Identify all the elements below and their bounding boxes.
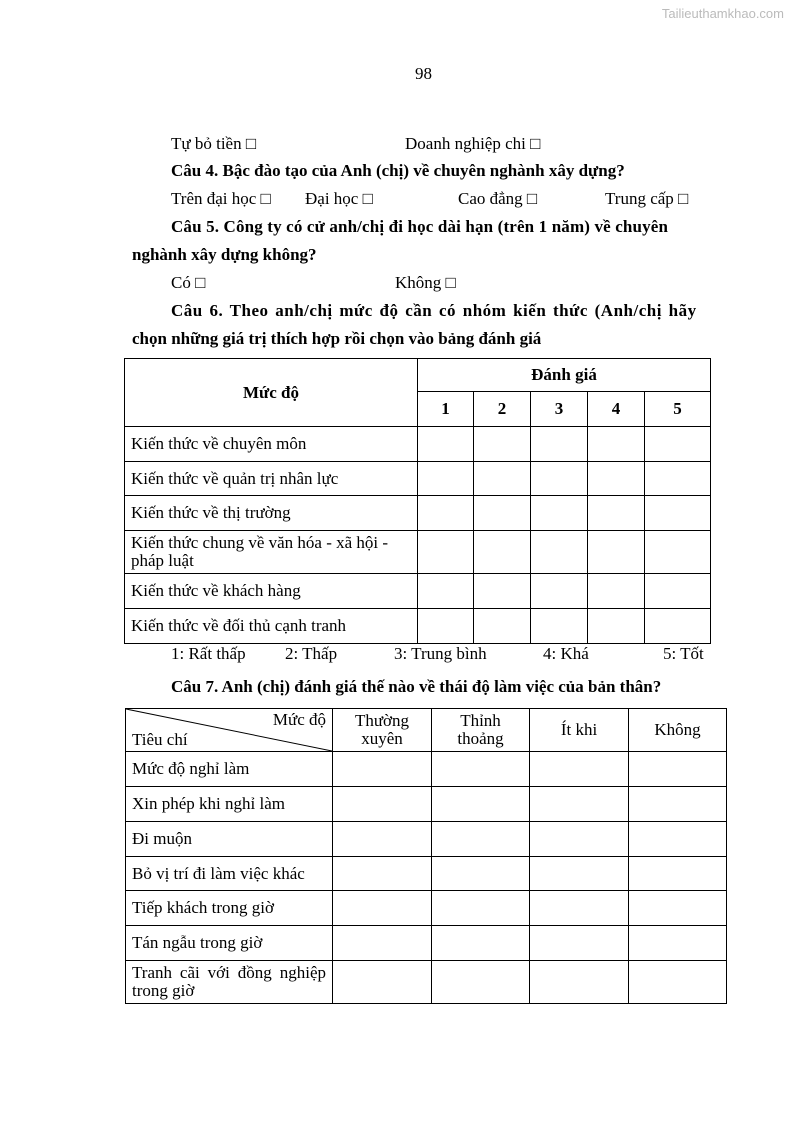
watermark: Tailieuthamkhao.com [661,6,784,21]
col-header: Thỉnh thoảng [432,709,530,752]
table-row [125,496,711,531]
answer-cell[interactable] [432,961,530,1004]
legend-item: 3: Trung bình [394,644,487,663]
answer-cell[interactable] [333,926,432,961]
table-row [126,787,727,822]
q4-option: Cao đẳng □ [458,189,538,208]
q5-title-cont: nghành xây dựng không? [132,245,317,264]
table-row [126,891,727,926]
answer-cell[interactable] [333,822,432,857]
row-label: Bỏ vị trí đi làm việc khác [126,857,333,891]
answer-cell[interactable] [629,822,727,857]
rating-cell[interactable] [531,496,588,531]
table-row [126,857,727,891]
work-attitude-table [125,708,727,1004]
answer-cell[interactable] [629,891,727,926]
q3-option: Tự bỏ tiền □ [171,134,257,153]
answer-cell[interactable] [432,787,530,822]
rating-cell[interactable] [588,609,645,644]
rating-cell[interactable] [474,609,531,644]
rating-cell[interactable] [588,462,645,496]
legend-item: 2: Thấp [285,644,338,663]
scale-header-3: 3 [531,392,588,427]
legend-item: 5: Tốt [663,644,704,663]
answer-cell[interactable] [530,891,629,926]
rating-cell[interactable] [645,462,711,496]
rating-cell[interactable] [588,496,645,531]
table-row [125,427,711,462]
row-label: Mức độ nghỉ làm [126,752,333,787]
row-label: Xin phép khi nghỉ làm [126,787,333,822]
rating-cell[interactable] [645,496,711,531]
answer-cell[interactable] [530,787,629,822]
rating-cell[interactable] [531,531,588,574]
scale-header-2: 2 [474,392,531,427]
table-row [126,822,727,857]
rating-cell[interactable] [588,427,645,462]
answer-cell[interactable] [629,752,727,787]
rating-cell[interactable] [645,531,711,574]
rating-cell[interactable] [645,574,711,609]
scale-header-4: 4 [588,392,645,427]
rating-cell[interactable] [531,427,588,462]
corner-label-level: Mức độ [272,710,326,729]
row-label: Kiến thức về chuyên môn [125,427,418,462]
answer-cell[interactable] [530,822,629,857]
row-label: Kiến thức về quản trị nhân lực [125,462,418,496]
table-row [125,574,711,609]
answer-cell[interactable] [333,752,432,787]
q6-title-cont: chọn những giá trị thích hợp rồi chọn vào bảng đánh giá [132,329,542,348]
col-header: Thường xuyên [333,709,432,752]
scale-header-1: 1 [418,392,474,427]
col-header: Không [629,709,727,752]
rating-cell[interactable] [645,609,711,644]
rating-cell[interactable] [531,609,588,644]
row-label: Kiến thức về đối thủ cạnh tranh [125,609,418,644]
answer-cell[interactable] [629,857,727,891]
rating-cell[interactable] [418,462,474,496]
rating-cell[interactable] [588,574,645,609]
rating-cell[interactable] [588,531,645,574]
row-label: Kiến thức về khách hàng [125,574,418,609]
answer-cell[interactable] [432,926,530,961]
answer-cell[interactable] [432,822,530,857]
answer-cell[interactable] [530,752,629,787]
answer-cell[interactable] [629,961,727,1004]
answer-cell[interactable] [530,857,629,891]
diagonal-corner-cell [126,709,333,752]
legend-item: 1: Rất thấp [171,644,246,663]
rating-cell[interactable] [418,574,474,609]
group-header-rating: Đánh giá [418,359,711,392]
rating-cell[interactable] [474,427,531,462]
answer-cell[interactable] [333,891,432,926]
corner-label-criteria: Tiêu chí [132,730,188,749]
answer-cell[interactable] [629,787,727,822]
q4-option: Trên đại học □ [171,189,271,208]
table-row [125,462,711,496]
q5-option: Không □ [395,273,456,292]
legend-item: 4: Khá [543,644,589,663]
answer-cell[interactable] [530,926,629,961]
page-number: 98 [415,64,432,83]
rating-cell[interactable] [418,496,474,531]
rating-cell[interactable] [474,496,531,531]
rating-cell[interactable] [418,531,474,574]
row-label: Tranh cãi với đồng nghiệp trong giờ [126,961,333,1004]
table-row [126,961,727,1004]
rating-cell[interactable] [474,531,531,574]
q3-option: Doanh nghiệp chi □ [405,134,541,153]
table-row [126,752,727,787]
table-row [125,609,711,644]
answer-cell[interactable] [432,857,530,891]
row-label: Tiếp khách trong giờ [126,891,333,926]
row-label: Đi muộn [126,822,333,857]
scale-header-5: 5 [645,392,711,427]
answer-cell[interactable] [333,961,432,1004]
row-label: Tán ngẫu trong giờ [126,926,333,961]
q7-title: Câu 7. Anh (chị) đánh giá thế nào về thái độ làm việc của bản thân? [171,677,662,696]
answer-cell[interactable] [629,926,727,961]
answer-cell[interactable] [333,857,432,891]
rating-cell[interactable] [418,427,474,462]
q4-option: Đại học □ [305,189,373,208]
row-label: Kiến thức chung về văn hóa - xã hội - pháp luật [125,531,418,574]
answer-cell[interactable] [432,752,530,787]
answer-cell[interactable] [432,891,530,926]
col-header-level: Mức độ [125,359,418,427]
rating-cell[interactable] [474,574,531,609]
q5-option: Có □ [171,273,206,292]
table-row [126,926,727,961]
q4-title: Câu 4. Bậc đào tạo của Anh (chị) về chuyên nghành xây dựng? [171,161,625,180]
q5-title: Câu 5. Công ty có cử anh/chị đi học dài hạn (trên 1 năm) về chuyên [171,217,669,236]
rating-cell[interactable] [531,462,588,496]
q6-title: Câu 6. Theo anh/chị mức độ cần có nhóm kiến thức (Anh/chị hãy [171,301,697,320]
row-label: Kiến thức về thị trường [125,496,418,531]
knowledge-rating-table [124,358,711,644]
q4-option: Trung cấp □ [605,189,689,208]
table-row [125,531,711,574]
answer-cell[interactable] [333,787,432,822]
rating-cell[interactable] [645,427,711,462]
rating-cell[interactable] [474,462,531,496]
col-header: Ít khi [530,709,629,752]
rating-cell[interactable] [418,609,474,644]
rating-cell[interactable] [531,574,588,609]
answer-cell[interactable] [530,961,629,1004]
